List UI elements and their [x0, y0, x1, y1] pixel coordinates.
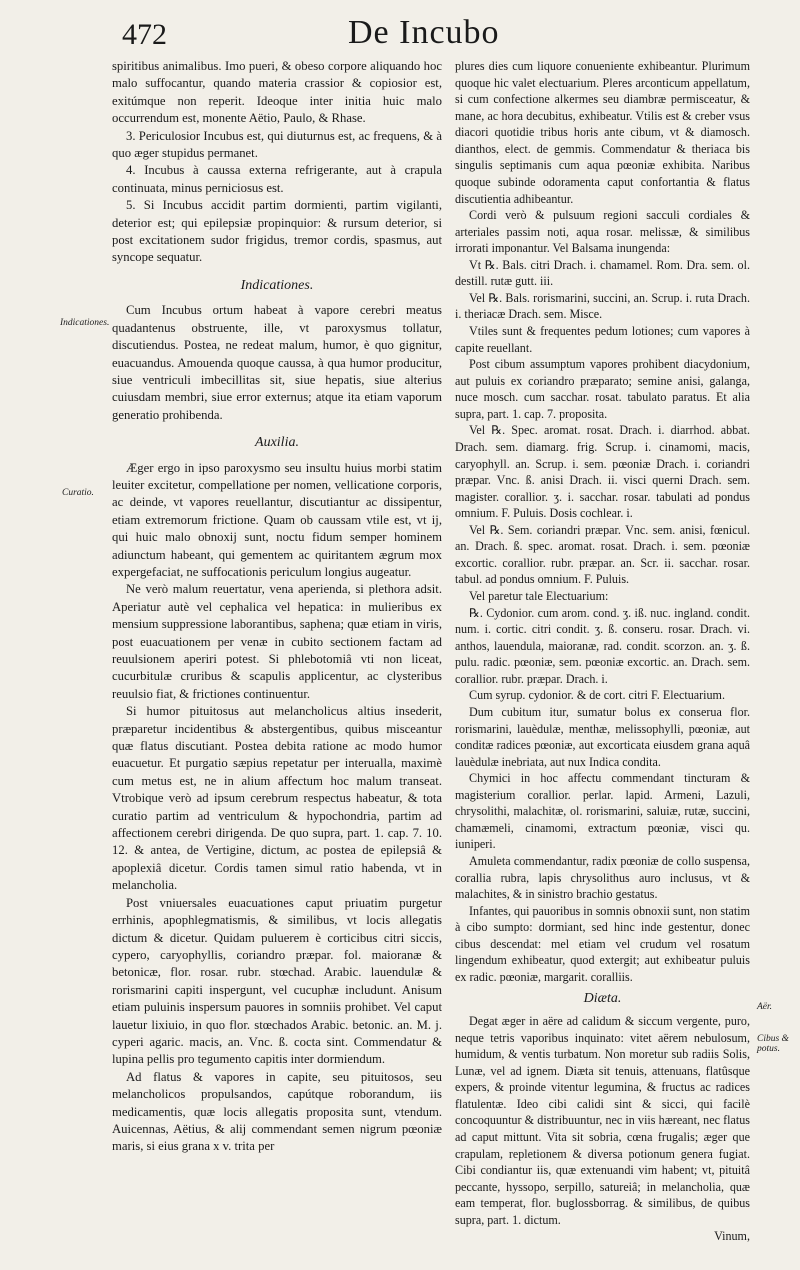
paragraph: spiritibus animalibus. Imo pueri, & obeso corpore aliquando hoc malo suffocantur, quando materia crassior & copiosior est, exitúmque non reperit. Ideoque inter initia huic malo occurrendum est, monente Aëtio, Paulo, & Rhase.: [112, 59, 442, 126]
section-heading-auxilia: Auxilia.: [255, 435, 299, 451]
margin-note-curatio: Curatio.: [62, 488, 94, 498]
paragraph: Post cibum assumptum vapores prohibent diacydonium, aut puluis ex coriandro præparato; semine anisi, galanga, nuce mosch. cum sacchar. rosat. tabulato paratus. Et alia supra, part. 1. cap. 7. proposita.: [455, 357, 750, 421]
paragraph: plures dies cum liquore conueniente exhibeantur. Plurimum quoque hic valet electuarium. Pleres arconticum appellatum, si cum confectione alkermes seu diambræ permisceatur, & mane, ac hora decubitus, exhibeatur. Vtilis est & creber vsus diacori quotidie tribus horis ante cibum, vt & diamosch. dianthos, elect. de gemmis. Commendatur & theriaca bis singulis septimanis cum aqua pœoniæ exhibita. Naribus quoque subinde odoramenta caput confortantia & flatus discutientia adhibeantur.: [455, 59, 750, 206]
paragraph: 4. Incubus à caussa externa refrigerante, aut à crapula continuata, minus perniciosus est.: [112, 163, 442, 195]
paragraph: Cordi verò & pulsuum regioni sacculi cordiales & arteriales passim noti, aqua rosar. melissæ, & similibus irrorati imponantur. Vel Balsama inungenda:: [455, 208, 750, 256]
paragraph: Chymici in hoc affectu commendant tincturam & magisterium corallior. perlar. lapid. Armeni, Lazuli, chrysolithi, malachitæ, ol. rorismarini, saluiæ, rutæ, succini, chamæmeli, cinamomi, extractum pœoniæ, visci qu. iuniperi.: [455, 771, 750, 852]
paragraph: Æger ergo in ipso paroxysmo seu insultu huius morbi statim leuiter excitetur, compellatione per nomen, vellicatione corporis, ac deinde, vt vapores reuellantur, discutiantur ac dissipentur, etiam extremorum frictione. Quam ob caussam vtile est, vt ij, qui huic malo obnoxij sunt, noctu fidum semper hominem adiunctum habeant, qui gementem ac quiritantem ægrum mox expergefaciat, ne suffocationis periculum longius augeatur.: [112, 460, 442, 579]
recipe: Vel ℞. Sem. coriandri præpar. Vnc. sem. anisi, fœnicul. an. Drach. ß. spec. aromat. rosat. Drach. i. sem. pœoniæ excortic. corallior. rubr. præpar. an. Scr. ii. sacchar. rosar. tabul. ad pondus omnium. F. Puluis.: [455, 522, 750, 587]
paragraph: Cum Incubus ortum habeat à vapore cerebri meatus quadantenus obstruente, ille, vt paroxysmus tollatur, discutiendus. Postea, ne redeat malum, humor, è quo gignitur, euacuandus. Amouenda quoque caussa, à qua humor producitur, siue ventriculi imbecillitas sit, siue hepatis, siue alterius cuiusdam membri, siue error externus; atque ita etiam vaporum generatio prohibenda.: [112, 303, 442, 422]
section-heading-indicationes: Indicationes.: [240, 277, 314, 293]
right-column: [455, 58, 750, 1245]
paragraph: Post vniuersales euacuationes caput priuatim purgetur errhinis, apophlegmatismis, & similibus, vt locis allegatis dictum & dicetur. Quidam puluerem è corticibus citri siccis, cypero, caryophyllis, coriandro præpar. fol. maioranæ & betonicæ, flor. rosar. rubr. stœchad. Arabic. lauendulæ & rorismarini capiti inspergunt, vel cucuphæ includunt. Anisum etiam puluinis inspersum pauores in somniis prohibet. Vel caput lauetur lixiuio, in quo flor. stœchados Arabic. betonic. an. M. j. cyperi agaric. macis, an. Vnc. ß. cocta sint. Commendatur & lupina pellis pro tegumento capitis inter dormiendum.: [112, 895, 442, 1067]
paragraph: Degat æger in aëre ad calidum & siccum vergente, puro, neque tetris vaporibus inquinato: vitet aërem nebulosum, humidum, & ventis turbatum. Non moretur sub radiis Solis, Lunæ, vel ad ignem. Diæta sit tenuis, attenuans, flatûsque expers, & proinde vitentur legumina, & fructus ac radices flatulentæ. Ideo cibi calidi sint & sicci, qui facilè concoquuntur & distribuuntur, nec in viis hæreant, nec flatus ad caput mittunt. Vita sit sobria, cœna frugalis; æger que crapulam, repletionem & diversa potionum genera fugiat. Cibi condiantur iis, quæ extenuandi vim habent; vt, pituitâ peccante, hyssopo, serpillo, satureiâ; in melancholia, quæ eam temperat, flor. buglossborrag. & similibus, de quibus supra, part. 1. dictum.: [455, 1014, 750, 1227]
page-number: 472: [122, 18, 167, 51]
recipe: ℞. Cydonior. cum arom. cond. ʒ. iß. nuc. ingland. condit. num. i. cortic. citri condit. ʒ. ß. conseru. rosar. Drach. vi. anthos, lauendula, maioranæ, rad. condit. scorzon. an. ʒ. ß. pulu. radic. pœoniæ, sem. pœoniæ excortic. an. Drach. sem. corallior. rubr. præpar. Drach. i.: [455, 605, 750, 686]
paragraph: Si humor pituitosus aut melancholicus altius insederit, præparetur incidentibus & abstergentibus, quibus misceantur quæ flatus discutiant. Postea debita ratione ac modo humor euacuetur. Et purgatio sæpius repetatur per interualla, maximè cum metus est, ne in alium affectum hoc malum transeat. Vtrobique verò ad ipsum cerebrum respectus habeatur, & tota curatio partim ad ventriculum & hypochondria, partim ad affectionem cerebri dirigenda. De quo supra, part. 1. cap. 7. 10. 12. & antea, de Vertigine, dictum, ac postea de epilepsiâ & apoplexiâ dicetur. Cordis tamen simul ratio habenda, vt in melancholia.: [112, 704, 442, 893]
catchword: Vinum,: [714, 1229, 750, 1244]
recipe: Vel ℞. Spec. aromat. rosat. Drach. i. diarrhod. abbat. Drach. sem. diamarg. frig. Scrup. i. cinamomi, macis, caryophyll. an. Scrup. i. sem. pœoniæ Drach. i. coriandri præpar. Vnc. ß. anisi Drach. ii. visci querni Drach. sem. magister. corallior. ʒ. i. sacchar. rosar. tabulati ad pondus omnium. F. Puluis. Dosis cochlear. i.: [455, 423, 750, 521]
recipe: Vt ℞. Bals. citri Drach. i. chamamel. Rom. Dra. sem. ol. destill. rutæ gutt. iii.: [455, 257, 750, 289]
paragraph: Ad flatus & vapores in capite, seu pituitosos, seu melancholicos propulsandos, capútque roborandum, iis medicamentis, quæ locis allegatis proposita sunt, vtendum. Auicennas, Aëtius, & alij commendant semen nigrum pœoniæ maris, si eius grana x v. trita per: [112, 1069, 442, 1154]
margin-note-indicationes: Indicationes.: [60, 318, 110, 328]
margin-note-aer: Aër.: [757, 1002, 773, 1012]
paragraph: Ne verò malum reuertatur, vena aperienda, si plethora adsit. Aperiatur autè vel cephalica vel hepatica: in mulieribus ex mensium suppressione laborantibus, saphena; quæ etiam in viris, post euacuationem per venæ in cubito sectionem factam ad reuulsionem aperiri potest. Si phlebotomiâ vti non liceat, cucurbitulæ cruribus & scapulis applicentur, ac clysteribus reuulsio fiat, & frictiones continuentur.: [112, 582, 442, 701]
left-column: [112, 58, 442, 1156]
paragraph: 3. Periculosior Incubus est, qui diuturnus est, ac frequens, & à quo æger stupidus permanet.: [112, 128, 442, 161]
paragraph: Amuleta commendantur, radix pœoniæ de collo suspensa, corallia rubra, lapis chrysolithus auro inclusus, vt & malachites, & in sinistro brachio gestatus.: [455, 854, 750, 902]
paragraph: Vel paretur tale Electuarium:: [469, 589, 609, 603]
paragraph: Infantes, qui pauoribus in somnis obnoxii sunt, non statim à cibo sumpto: dormiant, sed hinc inde gestentur, donec cibus descendat: mel etiam vel crudum vel rosatum lingendum exhibeatur, quod extergit; aut exhibeatur puluis ex radic. pœoniæ, margarit. coralliis.: [455, 903, 750, 984]
paragraph: 5. Si Incubus accidit partim dormienti, partim vigilanti, deterior est; qui epilepsiæ propinquior: & rursum deterior, si post excitationem sudor frigidus, tremor cordis, spasmus, aut syncope sequatur.: [112, 198, 442, 265]
paragraph: Cum syrup. cydonior. & de cort. citri F. Electuarium.: [469, 688, 725, 703]
paragraph: Dum cubitum itur, sumatur bolus ex conserua flor. rorismarini, lauèdulæ, menthæ, melissophylli, pœoniæ, aut conditæ radices pœoniæ, aut excorticata eiusdem grana aquâ lauèdulæ inebriata, aut nux Indica condita.: [455, 704, 750, 769]
recipe: Vel ℞. Bals. rorismarini, succini, an. Scrup. i. ruta Drach. i. theriacæ Drach. sem. Misce.: [455, 290, 750, 322]
section-heading-diaeta: Diæta.: [583, 990, 622, 1006]
running-title: De Incubo: [348, 14, 500, 51]
paragraph: Vtiles sunt & frequentes pedum lotiones; cum vapores à capite reuellant.: [455, 324, 750, 355]
margin-note-cibus: Cibus & potus.: [757, 1034, 789, 1054]
